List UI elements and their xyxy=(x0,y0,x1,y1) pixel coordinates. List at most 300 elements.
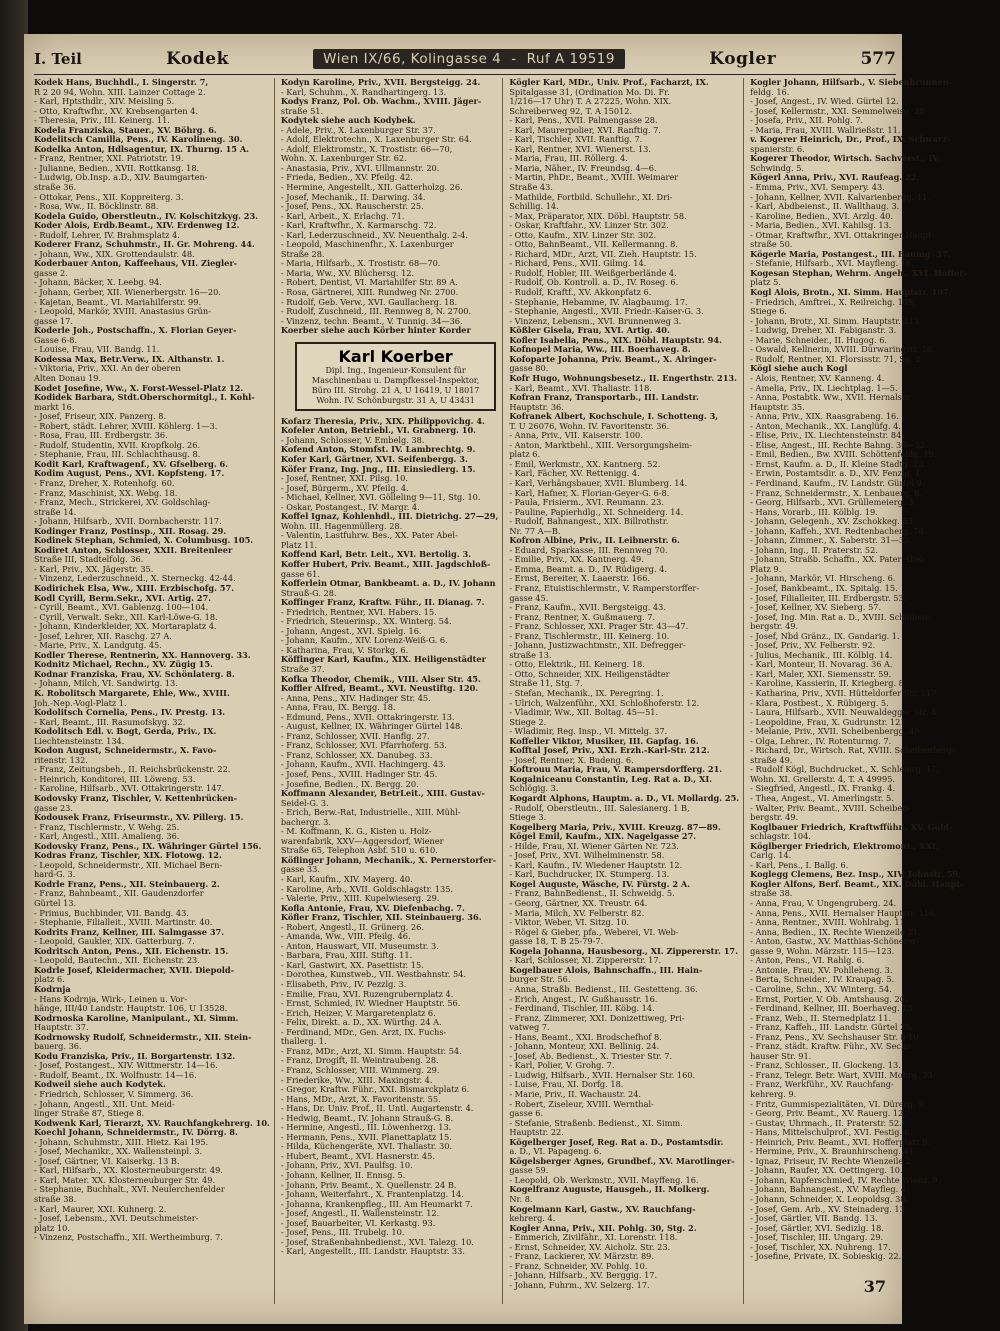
listing-entry: gasse 61. xyxy=(280,568,320,579)
listing-entry: - Josef, Ing. Min. Rat a. D., XVIII. Scheiben- xyxy=(750,611,931,622)
listing-entry: Kofron Albine, Priv., II. Leibnerstr. 6. xyxy=(509,535,680,546)
listing-entry: - Franz, Maschinist, XX. Webg. 18. xyxy=(34,487,178,498)
listing-entry: - Johann, Monteur, XXI. Bellinig. 24. xyxy=(509,1041,660,1052)
listing-entry: - Hans, Beamt., XXI. Brodschefhof 8. xyxy=(509,1031,662,1042)
listing-entry: - Franz, Schlosser, VIII. Wimmerg. 29. xyxy=(280,1064,440,1075)
listing-entry: - Johann, Schuhmstr., XIII. Hietz. Kai 195. xyxy=(34,1136,209,1147)
listing-entry: - Antonie, Frau, XV. Pohlleheng. 3. xyxy=(750,964,893,975)
listing-entry: Wohn. X. Laxenburger Str. 62. xyxy=(280,153,407,164)
listing-entry: Schillig. 14. xyxy=(509,201,559,212)
listing-entry: Kodolitsch Cornelia, Pens., IV. Prestg. 13. xyxy=(34,707,226,718)
listing-entry: Hauptstr. 36. xyxy=(509,401,564,412)
listing-entry: hänge, III/40 Landstr. Hauptstr. 106, U 13528. xyxy=(34,1003,228,1014)
listing-entry: 1/216—17 Uhr) T. A 27225, Wohn. XIX. xyxy=(509,96,672,107)
listing-entry: - Franz, Schneider, XV. Pohlg. 10. xyxy=(509,1260,648,1271)
listing-entry: - Johann, Kaufm., XVII. Hachingerg. 43. xyxy=(280,759,446,770)
listing-entry: Koder Alois, Erdb.Beamt., XIV. Erdenweg 12. xyxy=(34,220,240,231)
listing-entry: Koerber siehe auch Körber hinter Korder xyxy=(280,325,471,336)
listing-entry: - Franz, Werkführ., XV. Rauchfang- xyxy=(750,1079,894,1090)
listing-entry: - Franz, Schneidermstr., X. Lenbauerg. 8. xyxy=(750,487,923,498)
listing-entry: - Johann, Kaffeh., XVI. Redtenbacherg. 78. xyxy=(750,525,927,536)
header-ad-address: Wien IX/66, Kolingasse 4 xyxy=(323,51,502,67)
listing-entry: - Rudolf, Lehrer, IV. Brahmsplatz 4. xyxy=(34,229,180,240)
listing-entry: - Valerie, Priv., XIII. Kupelwieserg. 29. xyxy=(280,893,440,904)
listing-entry: - Karl, Beamt., III. Rasumofskyg. 32. xyxy=(34,716,186,727)
listing-entry: - Karl, Priv., XX. Jägerstr. 35. xyxy=(34,563,154,574)
listing-entry: burger Str. 56. xyxy=(509,974,571,985)
listing-entry: - Rudolf, Ob. Kontroll. a. D., IV. Roseg. 6. xyxy=(509,277,679,288)
listing-entry: - Franz, Schlosser, XVII. Hanflg. 27. xyxy=(280,730,430,741)
listing-entry: - Laura, Hilfsarb., XVII. Neuwaldegger Str. 4. xyxy=(750,707,939,718)
listing-columns xyxy=(34,77,967,1304)
listing-entry: Kodim August, Pens., XVI. Kopfsteng. 17. xyxy=(34,468,225,479)
listing-entry: - Johanna, Krankenpfleg., III. Am Heumarkt 7. xyxy=(280,1198,473,1209)
listing-entry: - Karoline, Hilfsarb., XVI. Ottakringerstr. 147. xyxy=(34,783,225,794)
listing-entry: v. Kogerer Heinrich, Dr., Prof., IX. Schwarz- xyxy=(750,134,951,145)
listing-entry: - Otto, Kraftwfhr., XV. Krebsengarten 4. xyxy=(34,105,198,116)
listing-entry: - Franz, MDr., Arzt, XI. Simm. Hauptstr. 54. xyxy=(280,1045,462,1056)
listing-entry: - Barbara, Frau, XIII. Stiftg. 11. xyxy=(280,950,413,961)
listing-entry: schlagstr. 104. xyxy=(750,831,811,842)
listing-entry: Nr. 77 A—B. xyxy=(509,525,561,536)
listing-entry: - Karl, Monteur, II. Novarag. 36 A. xyxy=(750,659,893,670)
listing-entry: - Vladimir, Ww., XII. Boltag. 45—51. xyxy=(509,707,659,718)
header-rule xyxy=(34,74,896,75)
listing-entry: gasse 59. xyxy=(509,1165,549,1176)
listing-entry: - Maria, Hilfsarb., X. Trostistr. 68—70. xyxy=(280,258,441,269)
listing-entry: - Emilie, Frau, XVI. Ruzengrubernplatz 4. xyxy=(280,988,454,999)
listing-entry: - Maria, Frau, III. Röllerg. 4. xyxy=(509,153,628,164)
listing-entry: - Ernst, Kaufm. a. D., II. Kleine Stadtg. 23. xyxy=(750,458,927,469)
listing-entry: - Oswald, Kellnerin, XVIII. Dürwaringstr. 18. xyxy=(750,344,935,355)
listing-entry: Kodnar Franziska, Frau, XV. Schönlaterg. 8. xyxy=(34,668,235,679)
listing-entry: - Theresia, Priv., III. Keinerg. 11. xyxy=(34,115,170,126)
listing-entry: - Karl, Pens., I. Ballg. 6. xyxy=(750,859,849,870)
listing-entry: - Stefan, Mechanik., IX. Peregring. 1. xyxy=(509,688,664,698)
listing-entry: - Franz, Etuistischlermstr., V. Ramperstorffer- xyxy=(509,582,700,593)
listing-entry: Koffmann Alexander, BetrLeit., XIII. Gustav- xyxy=(280,788,485,799)
listing-entry: - Franz, Dreher, X. Rotenhofg. 60. xyxy=(34,477,175,488)
listing-entry: Kögerle Maria, Postangest., III. Baumg. 37. xyxy=(750,248,951,259)
listing-entry: - Anna, Priv., VII. Kaiserstr. 100. xyxy=(509,430,643,441)
listing-entry: - Josef, Pens., III. Trubelg. 10. xyxy=(280,1227,405,1238)
listing-entry: - Karl, Pens., XVII. Palmengasse 28. xyxy=(509,115,658,126)
listing-entry: - Karl, Tischler, XVII. Ranftig. 7. xyxy=(509,134,643,145)
listing-entry: T. U 26076, Wohn. IV. Favoritenstr. 36. xyxy=(509,420,670,431)
listing-entry: - Franz, Tischlermstr., III. Keinerg. 10. xyxy=(509,630,670,641)
listing-entry: - Rudolf, Zuschneid., III. Rennweg 8, N. 2700. xyxy=(280,306,472,317)
listing-entry: - Karl, Kraftwfhr., X. Karmarschg. 72. xyxy=(280,220,437,231)
listing-entry: Gürtel 13. xyxy=(34,898,77,909)
listing-entry: - Marie, Priv., II. Wachaustr. 24. xyxy=(509,1088,642,1099)
listing-entry: - Maria, Frau, XVIII. Wallrießstr. 11. xyxy=(750,124,901,135)
listing-column-2 xyxy=(281,78,503,1304)
listing-entry: - Franz, Telegr. Betr. Wart, XVIII. Mohrg. 33. xyxy=(750,1069,936,1080)
listing-entry: gasse 45. xyxy=(509,592,549,603)
listing-entry: - M. Koffmann, K. G., Kisten u. Holz- xyxy=(280,826,432,837)
listing-entry: - Stefanie, Straßenb. Bedienst., XI. Simm. xyxy=(509,1117,683,1128)
listing-entry: - Martin, PhDr., Beamt., XVIII. Weimarer xyxy=(509,172,679,183)
listing-entry: - Karl, Lederzuschneid., XV. Neuenthalg. 2-4. xyxy=(280,229,468,240)
listing-entry: - Georg, Hilfsarb., XVI. Grüllemeierg. 3. xyxy=(750,497,916,508)
listing-entry: - Karl, Kaufm., XIV. Mayerg. 40. xyxy=(280,874,413,885)
page-header xyxy=(34,48,896,70)
listing-entry: Köglberger Friedrich, Elektromont., XXI. xyxy=(750,840,939,851)
listing-entry: - Hermine, Priv., X. Braunhirscheng. 41. xyxy=(750,1146,917,1157)
listing-entry: - Elise, Priv., IX. Liechtensteinstr. 84. xyxy=(750,430,904,441)
listing-entry: - Louise, Frau, VII. Bandg. 11. xyxy=(34,344,160,355)
listing-entry: - Karoline, Bedien., XVI. Arzlg. 40. xyxy=(750,210,893,221)
listing-entry: Kodinger Franz, Postinsp., XII. Rosag. 29. xyxy=(34,525,227,536)
listing-entry: - Elise, Angest., III. Rechte Bahng. 30—32. xyxy=(750,439,928,450)
listing-entry: - Karl, Kaufm., IV. Wiedener Hauptstr. 12. xyxy=(509,859,683,870)
listing-entry: - Josef, Kellermstr., XXI. Semmelweisg. 28. xyxy=(750,105,928,116)
listing-entry: - Franz, Zimmerer, XXI. Donizettiweg, Pri- xyxy=(509,1012,685,1023)
listing-entry: - Otto, Kaufm., XIV. Linzer Str. 302. xyxy=(509,229,657,240)
listing-entry: Schreiberweg 92, T. A 15012. xyxy=(509,105,633,116)
listing-entry: Kodessa Max, Betr.Verw., IX. Althanstr. 1. xyxy=(34,353,225,364)
listing-entry: - Richard, Pens., XVII. Gilmg. 14. xyxy=(509,258,647,269)
listing-entry: - Heinrich, Konditorei, III. Löweng. 53. xyxy=(34,773,196,784)
listing-entry: - Amelia, Priv., IX. Liechtplag. 1—5. xyxy=(750,382,898,393)
listing-entry: - Pauline, Papierhdlg., XI. Schneiderg. 14. xyxy=(509,506,684,517)
listing-entry: kehrerg. 4. xyxy=(509,1213,556,1224)
listing-entry: - Karl, Schlosser, XI. Zippererstr. 17. xyxy=(509,955,662,966)
listing-entry: Kodinek Stephan, Schmied, X. Columbusg. 105. xyxy=(34,535,254,546)
listing-entry: - Otmar, Kraftwfhr., XVI. Ottakringer Haupt- xyxy=(750,229,935,240)
header-right-word: Kogler xyxy=(709,49,777,69)
listing-entry: Kofran Franz, Transportarb., III. Landstr. xyxy=(509,392,699,403)
listing-entry: - Rudolf, Kraftf., XV. Akkonpfatz 6. xyxy=(509,287,652,298)
listing-entry: - Hilde, Frau, XI. Wiener Gärten Nr. 723. xyxy=(509,840,679,851)
listing-entry: - Hans, Vorarb., III. Kölblg. 19. xyxy=(750,506,878,517)
listing-entry: - Ferdinand, Tischler, III. Köbg. 14. xyxy=(509,1003,655,1014)
listing-entry: Kofeler Anton, Betriebl., VI. Grabnerg. 10. xyxy=(280,425,476,436)
listing-entry: - Karl, Gastwirt, XX. Pasettistr. 15. xyxy=(280,959,424,970)
listing-entry: - Anton, Pens., VI. Rahlg. 6. xyxy=(750,955,865,966)
listing-entry: straße 49. xyxy=(750,754,793,765)
listing-entry: Koffel Ignaz, Kohlenhdl., III. Dietrichg. 27—29, xyxy=(280,511,499,522)
listing-entry: Koffinger Franz, Kraftw. Führ., II. Dianag. 7. xyxy=(280,597,485,608)
listing-entry: - Johann, Hilfsarb., XVII. Dornbacherstr. 117. xyxy=(34,516,222,527)
listing-entry: Köfer Franz, Ing. Jng., III. Einsiedlerg. 15. xyxy=(280,463,476,474)
listing-entry: Köfler Franz, Tischler, XII. Steinbauerg. 36. xyxy=(280,912,482,923)
listing-entry: Wohn. III. Hagenmüllerg. 28. xyxy=(280,520,403,531)
listing-entry: Kodnitz Michael, Rechn., XV. Zügig 15. xyxy=(34,659,213,670)
listing-entry: - Edmund, Pens., XVII. Ottakringerstr. 13. xyxy=(280,711,455,722)
listing-entry: - Stephanie, Buchhalt., XVI. Neulerchenfelder xyxy=(34,1184,225,1195)
listing-entry: Kodelitsch Camilla, Pens., IV. Karolineng. 30. xyxy=(34,134,243,145)
listing-entry: - Josef, Pens., XX. Rauscherstr. 25. xyxy=(280,201,424,212)
listing-entry: - Karl, Mater. XX. Klosterneuburger Str. 49. xyxy=(34,1174,216,1185)
listing-entry: - Maria, Näher., IV. Freundsg. 4—6. xyxy=(509,162,657,173)
listing-entry: gasse 80. xyxy=(509,363,549,374)
listing-entry: - Josef, Bankbeamt., IX. Spitalg. 15. xyxy=(750,582,898,593)
listing-entry: - Johann, Bahnangest., XV. Mayfleg. 4. xyxy=(750,1184,909,1195)
listing-entry: - Josef, Filialleiter, III. Erdbergstr. 53. xyxy=(750,592,907,603)
listing-entry: - Gregor, Kraftw. Führ., XXI. Bismarckplatz 6. xyxy=(280,1084,470,1095)
listing-entry: straße 13. xyxy=(509,649,552,660)
listing-entry: - Emma, Beamt. a. D., IV. Rüdigerg. 4. xyxy=(509,563,667,574)
listing-entry: Kogela Johanna, Hausbesorg., XI. Zippererstr. 17. xyxy=(509,945,738,956)
listing-entry: - Johann, Justizwachtmstr., XII. Defregger- xyxy=(509,640,686,651)
listing-entry: Koderle Joh., Postschaffn., X. Florian Geyer- xyxy=(34,325,237,336)
listing-entry: Kogesan Stephan, Wehrm. Angeh., XVI. Hoffer- xyxy=(750,267,967,278)
listing-entry: - Leopold, Markör, XVIII. Anastasius Grün- xyxy=(34,306,211,317)
listing-entry: Koffeller Viktor, Musiker, III. Gapfag. 16. xyxy=(509,735,699,746)
listing-entry: - Georg, Priv. Beamt., XV. Rauerg. 12. xyxy=(750,1108,906,1119)
listing-entry: - Oskar, Postangest., IV. Margr. 4. xyxy=(280,501,420,512)
listing-entry: - Karl, Fächer, XV. Rettenigg. 4. xyxy=(509,468,640,479)
listing-column-1 xyxy=(34,78,275,1304)
listing-entry: - Emilie, Priv., XX. Kantnerg. 49. xyxy=(509,554,644,565)
listing-entry: Kodrnoska Karoline, Manipulant., XI. Simm. xyxy=(34,1012,239,1023)
listing-entry: Kodit Karl, Kraftwagenf., XV. Gfselberg. 6. xyxy=(34,458,229,469)
listing-entry: - Ludwig, Hilfsarb., XVII. Hernalser Str. 160. xyxy=(509,1069,696,1080)
ad-name: Karl Koerber xyxy=(338,346,453,366)
listing-entry: - Anna, Frau, V. Ungengruberg. 24. xyxy=(750,898,897,909)
listing-entry: - Josef, Tischler, XX. Nuhreng. 17. xyxy=(750,1241,891,1252)
listing-entry: - Franz, Schlosser, XXI. Prager Str. 43—47. xyxy=(509,621,689,632)
signature-number: 37 xyxy=(863,1277,886,1296)
listing-entry: - Anna, Postabtk. Ww., XVII. Hernalser xyxy=(750,392,911,403)
listing-entry: - Otto, Schneider, XIX. Heiligenstädter xyxy=(509,668,670,679)
listing-entry: - Josefa, Priv., XII. Pohlg. 7. xyxy=(750,115,864,126)
listing-entry: - Elisabeth, Priv., IV. Pezzlg. 3. xyxy=(280,979,407,990)
listing-entry: gasse 2. xyxy=(34,267,68,278)
listing-entry: - Karl, Maler, XXI. Siemensstr. 59. xyxy=(750,668,892,679)
listing-entry: - Franz, Schlosser., II. Glockeng. 13. xyxy=(750,1060,901,1071)
ad-line: Maschinenbau u. Dampfkessel-Inspektor, xyxy=(311,375,480,385)
listing-entry: - Josef, Kellner, XV. Sieberg. 57. xyxy=(750,602,882,613)
listing-entry: - Ernst, Schmied, IV. Wiedner Hauptstr. 56. xyxy=(280,998,461,1009)
listing-entry: Kodirichek Elsa, Ww., XIII. Erzbischofg. 57. xyxy=(34,582,235,593)
listing-entry: platz 6. xyxy=(34,974,65,985)
listing-entry: hauser Str. 91. xyxy=(750,1050,812,1061)
listing-entry: - Rögel & Gieber, pfa., Weberei, VI. Web- xyxy=(509,926,679,937)
listing-entry: Kogler Alfons, Berf. Beamt., XIX. Döbl. Haupt- xyxy=(750,878,964,889)
listing-entry: - Franz, Bahnbeamt., XII. Gaudenzdorfer xyxy=(34,888,204,899)
listing-entry: bergstr. 49. xyxy=(750,621,799,632)
listing-entry: - Josef, Angest., IV. Wied. Gürtel 12. xyxy=(750,96,899,107)
listing-entry: - Gustav, Uhrmach., II. Praterstr. 52. xyxy=(750,1117,902,1128)
listing-entry: gasse 17. xyxy=(34,315,73,326)
listing-entry: Joh.-Nep.-Vogl-Platz 1. xyxy=(34,697,127,708)
listing-entry: Liechtensteinstr. 134. xyxy=(34,735,125,746)
listing-entry: - Marie, Priv., X. Landgutg. 45. xyxy=(34,640,162,651)
listing-entry: Kofend Anton, Stomfst. IV. Lambrechtg. 9. xyxy=(280,444,476,455)
listing-entry: - Franz, Pens., XV. Sechshauser Str. 8-10. xyxy=(750,1031,922,1042)
listing-entry: - Josef, Friseur, XIX. Panzerg. 8. xyxy=(34,411,167,422)
listing-entry: Kögel Emil, Kaufm., XIX. Nagelgasse 27. xyxy=(509,831,697,842)
listing-entry: Koglbauer Friedrich, Kraftwfführ., XV. Gold- xyxy=(750,821,953,832)
listing-entry: Köflinger Johann, Mechanik., X. Pernerstorfer- xyxy=(280,854,496,865)
header-ad-phone: Ruf A 19519 xyxy=(526,51,615,67)
listing-entry: - Viktor, Weber, VI. Sitzg. 10. xyxy=(509,917,630,928)
listing-entry: Platz 11. xyxy=(280,539,318,550)
listing-entry: Kofler Isabella, Pens., XIX. Döbl. Hauptstr. 94. xyxy=(509,334,722,345)
listing-entry: - Johann, Zimmer., X. Saberstr. 31—33. xyxy=(750,535,913,546)
listing-entry: - Josef, Gärtner, VI. Kaiserkg. 13 B. xyxy=(34,1155,180,1166)
listing-entry: straße 51. xyxy=(280,105,324,116)
listing-entry: Kogl Alois, Brotn., XI. Simm. Hauptstr. 107. xyxy=(750,287,952,298)
listing-entry: - Franz, Rentner, XXI. Patriotstr. 19. xyxy=(34,153,184,164)
listing-entry: Kogelmann Karl, Gastw., XV. Rauchfang- xyxy=(509,1203,696,1214)
listing-entry: Kodler Therese, Rentnerin, XX. Hannoverg. 33. xyxy=(34,649,251,660)
listing-entry: - Michael, Kellner, XVI. Gölleling 9—11, Stg. 10. xyxy=(280,492,481,503)
listing-entry: Strauß-G. 28. xyxy=(280,587,337,598)
listing-entry: - Stephanie, Filialleit., XVIII. Martinstr. 40. xyxy=(34,917,213,928)
listing-entry: - Melanie, Priv., XVII. Scheibenbergg. 49. xyxy=(750,726,923,737)
listing-entry: Kodytek siehe auch Kodybek. xyxy=(280,115,416,126)
listing-entry: Kodovsky Franz, Pens., IX. Währinger Gürtel 156. xyxy=(34,840,262,851)
listing-entry: - Johann, Priv., XVI. Paulfsg. 10. xyxy=(280,1160,413,1171)
listing-entry: - Marie, Schneider., II. Hugog. 6. xyxy=(750,334,887,345)
listing-entry: - Karl, Hilfsarb., XX. Klosterneuburgerstr. 49. xyxy=(34,1165,223,1176)
listing-entry: - Josef, Gärtler, VII. Bandg. 13. xyxy=(750,1213,878,1224)
listing-entry: Kodrnja xyxy=(34,983,71,994)
listing-entry: - Richard, MDr., Arzt, VII. Zieh. Hauptstr. 15. xyxy=(509,248,697,259)
listing-entry: Koffer Hubert, Priv. Beamt., XIII. Jagdschloß- xyxy=(280,558,491,569)
listing-entry: - Josef, Pens., XVIII. Hadinger Str. 45. xyxy=(280,769,438,779)
listing-entry: - Josef, Mechanik., II. Darwing. 34. xyxy=(280,191,426,202)
listing-entry: - Johann, Schneider, X. Leopoldsg. 38. xyxy=(750,1193,909,1204)
listing-entry: - Franz, Rentner, X. Gußmauerg. 7. xyxy=(509,611,656,622)
listing-entry: - Franz, Lackierer, XV. Märzstr. 89. xyxy=(509,1251,654,1262)
listing-entry: Koftrouu Maria, Frau, V. Rampersdorfferg. 21. xyxy=(509,764,723,775)
listing-entry: - Johann, Fuhrm., XV. Selzerg. 17. xyxy=(509,1279,650,1290)
listing-entry: - Frieda, Bedien., XV. Pfeilg. 42. xyxy=(280,172,413,183)
listing-entry: - Karl, Buchdrucker, IX. Stumperg. 13. xyxy=(509,869,670,880)
listing-entry: - Hedwig, Beamt., IV. Johann Strauß-G. 8. xyxy=(280,1112,454,1123)
listing-entry: - Hans, Dr. Univ. Prof., II. Untl. Augartenstr. 4. xyxy=(280,1103,474,1114)
listing-entry: Kodu Franziska, Priv., II. Borgartenstr. 132. xyxy=(34,1050,236,1061)
listing-entry: Kögler Karl, MDr., Univ. Prof., Facharzt, IX. xyxy=(509,77,709,87)
listing-entry: - Josef, Lehrer, XII. Raschg. 27 A. xyxy=(34,630,172,641)
listing-entry: - Rudolf, Hobler, III. Weißgerberlände 4. xyxy=(509,267,677,278)
header-left-word: Kodek xyxy=(166,49,229,69)
listing-entry: - Karoline, Arb., XVII. Goldschlagstr. 135. xyxy=(280,883,454,894)
listing-entry: - Ludwig, Ob.Insp. a.D., XIV. Baumgarten- xyxy=(34,172,208,183)
listing-entry: - Hermine, Angestl., III. Löwenherzg. 13. xyxy=(280,1122,452,1133)
listing-entry: - Leopoldine, Frau, X. Gudrunstr. 121. xyxy=(750,716,909,727)
header-advertisement xyxy=(313,49,625,69)
listing-entry: a. D., VI. Papageng. 6. xyxy=(509,1146,602,1157)
listing-entry: - Karl, Hptsthdlr., XIV. Meisling 5. xyxy=(34,96,175,107)
listing-entry: - Katharina, Priv., XVII. Hütteldorfer Str. 217. xyxy=(750,688,940,698)
listing-entry: Kodwenk Karl, Tierarzt, XV. Rauchfangkehrerg. 10. xyxy=(34,1117,270,1128)
listing-entry: - Stephanie, Hebamme, IV. Alagbaumg. 17. xyxy=(509,296,688,307)
listing-entry: - Emmerich, Zivilfähr., XI. Lorenstr. 118. xyxy=(509,1232,678,1243)
listing-entry: - Johann, Milch, VI. Sandwirtg. 13. xyxy=(34,678,178,689)
listing-entry: - Vinzenz, techn. Beamt., V. Tunnig. 34—36. xyxy=(280,315,463,326)
listing-entry: Platz 9. xyxy=(750,563,782,574)
listing-entry: ritenstr. 132. xyxy=(34,754,88,765)
listing-entry: - Emma, Priv., XVI. Sempery. 43. xyxy=(750,182,885,193)
listing-entry: Kofr Hugo, Wohnungsbesetz., II. Engerthstr. 213. xyxy=(509,372,737,383)
listing-entry: - Rudolf, Bahnangest., XIX. Billrothstr. xyxy=(509,516,669,527)
listing-entry: Kodyn Karoline, Priv., XVII. Bergsteigg. 24. xyxy=(280,77,481,87)
ad-lines xyxy=(303,366,488,406)
listing-entry: Kogardt Alphons, Hauptm. a. D., VI. Mollardg. 25. xyxy=(509,793,740,804)
listing-entry: - Ulrich, Walzenführ., XXI. Schloßhoferstr. 12. xyxy=(509,697,700,708)
listing-entry: Kößler Gisela, Frau, XVI. Artig. 40. xyxy=(509,325,670,336)
listing-entry: Wohn. XI. Grellerstr. 4, T. A 49995. xyxy=(750,773,896,784)
listing-entry: Straße 65, Telephon Asbf. 510 u. 610. xyxy=(280,845,438,856)
listing-entry: - Johann, Angest., XVI. Spielg. 16. xyxy=(280,625,422,636)
listing-entry: bergstr. 49. xyxy=(750,812,799,823)
listing-entry: Kögl siehe auch Kogl xyxy=(750,363,848,374)
listing-entry: - Josef, Priv., XV. Felberstr. 92. xyxy=(750,640,876,651)
listing-entry: - Primus, Buchbinder, VII. Bandg. 43. xyxy=(34,907,189,918)
listing-entry: - Ludwig, Dreher, XI. Fabiganstr. 3. xyxy=(750,325,897,336)
listing-entry: - Franz, Kaufm., XVII. Bergsteigg. 43. xyxy=(509,602,666,613)
listing-entry: - Karl, Arbeit., X. Erlachg. 71. xyxy=(280,210,405,221)
listing-entry: K. Robolitsch Margarete, Ehle, Ww., XVIII. xyxy=(34,688,230,698)
listing-entry: gasse 6. xyxy=(509,1108,544,1119)
header-ad-separator: - xyxy=(511,51,517,67)
listing-entry: - Heinrich, Priv. Beamt., XVI. Hofferplatz 8. xyxy=(750,1136,931,1147)
listing-entry: - Ernst, Portier, V. Ob. Amtshausg. 20. xyxy=(750,993,908,1004)
listing-entry: - Friederike, Ww., XIII. Maxingstr. 4. xyxy=(280,1074,433,1085)
listing-entry: - Hans, Mittelschulprof., XVI. Festig. 6. xyxy=(750,1127,913,1138)
listing-entry: - Kajetan, Beamt., VI. Mariahilferstr. 99. xyxy=(34,296,202,307)
listing-entry: straße 38. xyxy=(750,888,793,899)
listing-entry: - Johann, Brotr., XI. Simm. Hauptstr. 113. xyxy=(750,315,922,326)
listing-entry: - Johann, Raufer, XX. Oettingerg. 10. xyxy=(750,1165,903,1176)
listing-entry: R 2 20 94, Wohn. XIII. Lainzer Cottage 2. xyxy=(34,86,206,97)
listing-entry: - Franz, Zeitungsbeh., II. Reichsbrückenstr. 22. xyxy=(34,764,231,775)
listing-entry: - Rudolf Kögl, Buchdrucket., X. Schleierg. 17, xyxy=(750,764,940,775)
listing-entry: - Max, Präparator, XIX. Döbl. Hauptstr. 58. xyxy=(509,210,687,221)
listing-entry: Koderbauer Anton, Kaffeehaus, VII. Ziegler- xyxy=(34,258,238,269)
listing-entry: - Franz, Schlosser, XX. Danubeg. 33. xyxy=(280,749,433,760)
listing-entry: - August, Kellner, IX. Währinger Gürtel 148. xyxy=(280,721,463,732)
listing-entry: - Olga, Lehrer., IV. Rotenturmg. 7. xyxy=(750,735,892,746)
listing-entry: Kodet Josefine, Ww., X. Forst-Wessel-Platz 12. xyxy=(34,382,244,393)
listing-entry: - Fritz, Gummispezialitäten, VI. Dürerg. 9. xyxy=(750,1098,926,1109)
listing-entry: Kögerl Anna, Priv., XVI. Raufeag. 22. xyxy=(750,172,920,183)
listing-entry: - Rosa, Gärtnerei, XIII. Rundweg Nr. 2700. xyxy=(280,287,459,298)
listing-entry: - Alois, Rentner, XV. Kanneng. 4. xyxy=(750,372,885,383)
listing-entry: Kofer Karl, Gärtner, XVI. Seifenbergg. 3. xyxy=(280,453,468,464)
listing-entry: Straße III, Stadtelfolg. 36. xyxy=(34,554,144,565)
listing-entry: Alten Donau 19. xyxy=(34,372,102,383)
listing-entry: platz 10. xyxy=(34,1222,70,1233)
listing-entry: Stiege 2. xyxy=(509,716,547,727)
listing-entry: - Hans Kodrnja, Wirk-, Leinen u. Vor- xyxy=(34,993,188,1004)
listing-entry: - Georg, Gärtner, XX. Treustr. 64. xyxy=(509,898,648,909)
listing-entry: - Josef, Postangest., XIV. Wittmerstr. 14—16. xyxy=(34,1060,218,1071)
listing-entry: Hauptstr. 35. xyxy=(750,401,805,412)
listing-entry: Kogalniceanu Constantin, Leg. Rat a. D., XI. xyxy=(509,773,713,784)
listing-entry: - Hermine, Angestellt., XII. Gatterholzg. 26. xyxy=(280,182,463,193)
listing-entry: - Adolf, Elektromstr., X. Trostistr. 66—70, xyxy=(280,143,453,154)
listing-entry: - Erwin, Postamtsdir. a. D., XIV. Fenzlg. 1. xyxy=(750,468,923,479)
listing-entry: Kogelberg Maria, Priv., XVIII. Kreuzg. 87—89. xyxy=(509,821,721,832)
listing-entry: - Anton, Gastw., XV. Matthias-Schönerer- xyxy=(750,936,920,947)
listing-entry: - Johann, Bäcker, X. Leebg. 94. xyxy=(34,277,162,288)
listing-entry: - Viktoria, Priv., XXI. An der oberen xyxy=(34,363,181,374)
listing-entry: Kofnopel Maria, Ww., III. Boerhaveg. 8. xyxy=(509,344,691,355)
listing-entry: - Anton, Marktbehl., XIII. Versorgungsheim- xyxy=(509,439,692,450)
listing-entry: - Johann, Kellner, XVII. Kalvarienbergg. 11. xyxy=(750,191,930,202)
listing-entry: Kogerer Theodor, Wirtsch. Sachverst., IV. xyxy=(750,153,940,164)
listing-entry: Kogler Johann, Hilfsarb., V. Siebenbrunnen- xyxy=(750,77,953,87)
column-2-bottom-entries xyxy=(281,417,498,1257)
listing-entry: - Josef, Priv., XVI. Wilhelminenstr. 58. xyxy=(509,850,665,861)
listing-entry: - Robert, Ziseleur, XVIII. Wernthal- xyxy=(509,1098,654,1109)
